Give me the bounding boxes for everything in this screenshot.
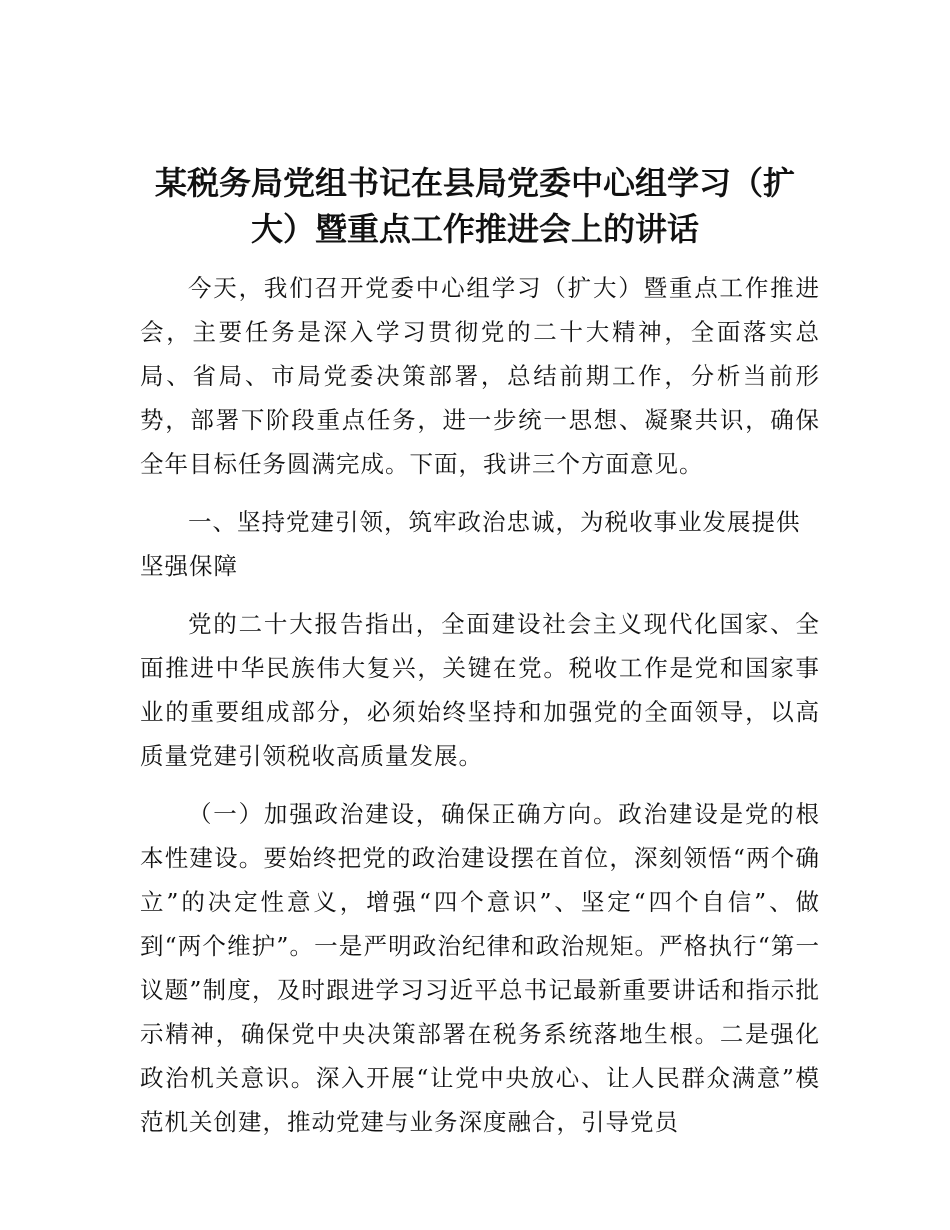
subsection-1-paragraph: （一）加强政治建设，确保正确方向。政治建设是党的根本性建设。要始终把党的政治建设摆在首位，深刻领悟“两个确立”的决定性意义，增强“四个意识”、坚定“四个自信”、做到“两个维护”。一是严明政治纪律和政治规矩。严格执行“第一议题”制度，及时跟进学习习近平总书记最新重要讲话和指示批示精神，确保党中央决策部署在税务系统落地生根。二是强化政治机关意识。深入开展“让党中央放心、让人民群众满意”模范机关创建，推动党建与业务深度融合，引导党员 (140, 800, 820, 1136)
section-1-paragraph: 党的二十大报告指出，全面建设社会主义现代化国家、全面推进中华民族伟大复兴，关键在党。税收工作是党和国家事业的重要组成部分，必须始终坚持和加强党的全面领导，以高质量党建引领税收高质量发展。 (140, 610, 820, 770)
document-body (140, 266, 820, 1158)
title-line-1: 某税务局党组书记在县局党委中心组学习（扩 (154, 164, 795, 202)
intro-paragraph: 今天，我们召开党委中心组学习（扩大）暨重点工作推进会，主要任务是深入学习贯彻党的二十大精神，全面落实总局、省局、市局党委决策部署，总结前期工作，分析当前形势，部署下阶段重点任务，进一步统一思想、凝聚共识，确保全年目标任务圆满完成。下面，我讲三个方面意见。 (140, 274, 820, 478)
document-title (120, 160, 830, 252)
section-heading-1: 一、坚持党建引领，筑牢政治忠诚，为税收事业发展提供坚强保障 (140, 508, 801, 580)
title-line-2: 大）暨重点工作推进会上的讲话 (250, 210, 699, 248)
